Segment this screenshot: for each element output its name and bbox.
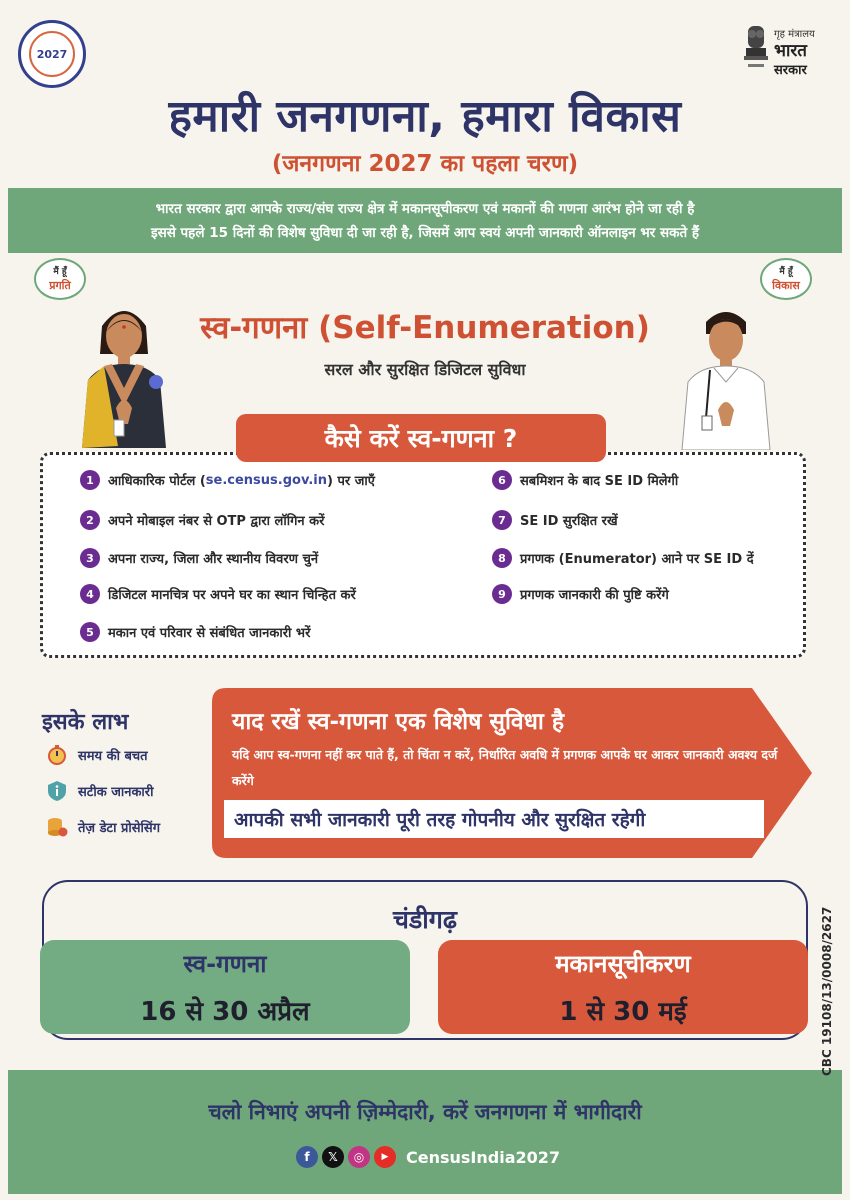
- benefit-item-time: [46, 744, 148, 766]
- remember-title: याद रखें स्व-गणना एक विशेष सुविधा है: [232, 709, 565, 735]
- benefit-label-accuracy: सटीक जानकारी: [78, 785, 154, 800]
- step-4-text: डिजिटल मानचित्र पर अपने घर का स्थान चिन्हित करें: [108, 588, 356, 603]
- step-4: [80, 584, 356, 604]
- speech-bubble-vikas: [760, 258, 812, 300]
- sarkar-label: सरकार: [774, 63, 807, 78]
- bubble-right-line2: विकास: [772, 279, 800, 292]
- self-enumeration-dates-card: [40, 940, 410, 1034]
- remember-text: यदि आप स्व-गणना नहीं कर पाते हैं, तो चिंता न करें, निर्धारित अवधि में प्रगणक आपके घर आकर जानकारी अवश्य दर्ज करेंगे: [232, 747, 778, 788]
- benefits-heading: इसके लाभ: [42, 710, 129, 735]
- info-shield-icon: [46, 780, 68, 802]
- ministry-label: गृह मंत्रालय: [774, 29, 815, 40]
- footer-slogan: चलो निभाएं अपनी ज़िम्मेदारी, करें जनगणना में भागीदारी: [208, 1100, 642, 1124]
- step-2-text: अपने मोबाइल नंबर से OTP द्वारा लॉगिन करें: [108, 514, 325, 529]
- step-1-text-pre: आधिकारिक पोर्टल (: [108, 474, 206, 489]
- step-5: [80, 622, 310, 642]
- step-8: [492, 548, 754, 568]
- database-coins-icon: [46, 816, 68, 838]
- step-number-5: 5: [80, 622, 100, 642]
- intro-line-1: भारत सरकार द्वारा आपके राज्य/संघ राज्य क्षेत्र में मकानसूचीकरण एवं मकानों की गणना आरंभ होने जा रही है: [155, 200, 695, 217]
- census-logo-inner: 2027: [29, 31, 75, 77]
- portal-link[interactable]: se.census.gov.in: [205, 472, 328, 488]
- social-links: [296, 1146, 560, 1168]
- youtube-icon[interactable]: ▶: [374, 1146, 396, 1168]
- step-1: [80, 470, 375, 490]
- intro-band: [8, 188, 842, 253]
- how-to-heading: कैसे करें स्व-गणना ?: [236, 414, 606, 462]
- cbc-code: CBC 19108/13/0008/2627: [820, 906, 834, 1076]
- social-handle[interactable]: CensusIndia2027: [406, 1147, 561, 1167]
- step-1-text-post: ) पर जाएँ: [327, 474, 375, 489]
- step-number-6: 6: [492, 470, 512, 490]
- step-9-text: प्रगणक जानकारी की पुष्टि करेंगे: [520, 588, 669, 603]
- step-7: [492, 510, 618, 530]
- city-name: चंडीगढ़: [393, 905, 457, 934]
- benefit-label-processing: तेज़ डेटा प्रोसेसिंग: [78, 821, 161, 836]
- page-title: हमारी जनगणना, हमारा विकास: [168, 91, 682, 142]
- benefit-item-accuracy: [46, 780, 153, 802]
- benefit-item-processing: [46, 816, 160, 838]
- privacy-note: आपकी सभी जानकारी पूरी तरह गोपनीय और सुरक्षित रहेगी: [224, 800, 764, 838]
- intro-line-2: इससे पहले 15 दिनों की विशेष सुविधा दी जा रही है, जिसमें आप स्वयं अपनी जानकारी ऑनलाइन भर सकते हैं: [150, 224, 700, 241]
- step-5-text: मकान एवं परिवार से संबंधित जानकारी भरें: [108, 626, 311, 641]
- step-number-1: 1: [80, 470, 100, 490]
- speech-bubble-pragati: [34, 258, 86, 300]
- bharat-label: भारत: [774, 41, 807, 61]
- step-6: [492, 470, 678, 490]
- national-emblem-icon: [742, 24, 770, 76]
- step-9: [492, 584, 669, 604]
- houselisting-dates-card: [438, 940, 808, 1034]
- houselisting-dates: 1 से 30 मई: [559, 996, 687, 1027]
- benefit-label-time: समय की बचत: [78, 749, 148, 764]
- step-6-text: सबमिशन के बाद SE ID मिलेगी: [520, 474, 679, 489]
- self-enumeration-title: स्व-गणना (Self-Enumeration): [200, 310, 650, 346]
- footer-band: [8, 1070, 842, 1194]
- step-number-9: 9: [492, 584, 512, 604]
- step-number-4: 4: [80, 584, 100, 604]
- x-icon[interactable]: 𝕏: [322, 1146, 344, 1168]
- stopwatch-icon: [46, 744, 68, 766]
- step-number-3: 3: [80, 548, 100, 568]
- self-enumeration-subtitle: सरल और सुरक्षित डिजिटल सुविधा: [324, 360, 526, 379]
- step-number-2: 2: [80, 510, 100, 530]
- step-8-text: प्रगणक (Enumerator) आने पर SE ID दें: [520, 552, 754, 567]
- self-enumeration-dates: 16 से 30 अप्रैल: [140, 996, 310, 1027]
- government-of-india-block: [742, 24, 832, 84]
- step-number-7: 7: [492, 510, 512, 530]
- instagram-icon[interactable]: ◎: [348, 1146, 370, 1168]
- step-3: [80, 548, 318, 568]
- facebook-icon[interactable]: f: [296, 1146, 318, 1168]
- bubble-left-line1: मैं हूँ: [53, 267, 67, 277]
- page-subtitle: (जनगणना 2027 का पहला चरण): [271, 151, 579, 177]
- step-2: [80, 510, 324, 530]
- houselisting-label: मकानसूचीकरण: [555, 949, 691, 978]
- step-3-text: अपना राज्य, जिला और स्थानीय विवरण चुनें: [108, 552, 319, 567]
- step-number-8: 8: [492, 548, 512, 568]
- census-2027-logo: [18, 20, 86, 88]
- bubble-left-line2: प्रगति: [49, 279, 71, 292]
- bubble-right-line1: मैं हूँ: [779, 267, 793, 277]
- step-7-text: SE ID सुरक्षित रखें: [520, 514, 618, 529]
- self-enumeration-label: स्व-गणना: [183, 949, 267, 978]
